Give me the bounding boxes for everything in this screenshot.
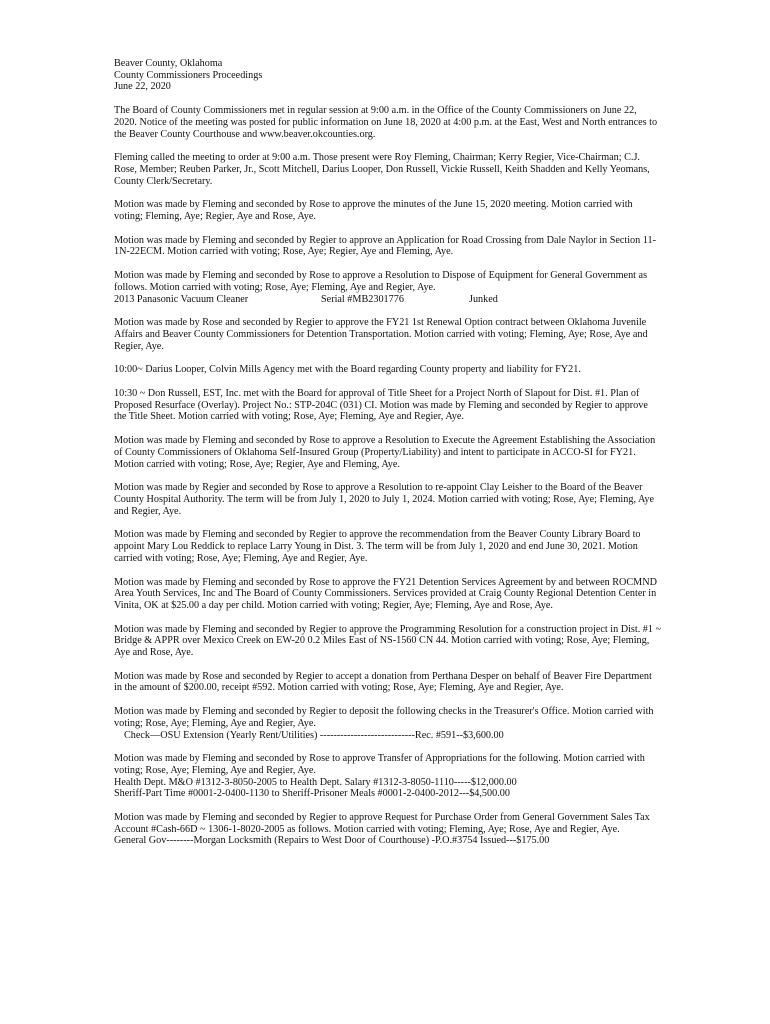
paragraph-acco-agreement: Motion was made by Fleming and seconded by Rose to approve a Resolution to Execute the Agreement Establishing the Association of County Commissioners of Oklahoma Self-Insured Group (Property/Liability) and intent to participate in ACCO-SI for FY21. Motion carried with voting; Rose, Aye; Regier, Aye and Fleming, Aye. xyxy=(114,435,656,470)
paragraph-attendance: Fleming called the meeting to order at 9:00 a.m. Those present were Roy Fleming, Chairman; Kerry Regier, Vice-Chairman; C.J. Rose, Member; Reuben Parker, Jr., Scott Mitchell, Darius Looper, Don Russell, Vickie Russell, Keith Shadden and Kelly Yeomans, County Clerk/Secretary. xyxy=(114,152,650,187)
paragraph-minutes: Motion was made by Fleming and seconded by Rose to approve the minutes of the June 15, 2020 meeting. Motion carried with voting; Fleming, Aye; Regier, Aye and Rose, Aye. xyxy=(114,199,633,223)
equipment-row xyxy=(114,294,662,306)
paragraph-title-sheet: 10:30 ~ Don Russell, EST, Inc. met with the Board for approval of Title Sheet for a Project North of Slapout for Dist. #1. Plan of Proposed Resurface (Overlay). Project No.: STP-204C (031) CI. Motion was made by Fleming and seconded by Regier to approve the Title Sheet. Motion carried with voting; Rose, Aye; Fleming, Aye and Regier, Aye. xyxy=(114,388,648,423)
document-header xyxy=(114,58,662,93)
paragraph-road-crossing: Motion was made by Fleming and seconded by Regier to approve an Application for Road Crossing from Dale Naylor in Section 11-1N-22ECM. Motion carried with voting; Rose, Aye; Regier, Aye and Fleming, Aye. xyxy=(114,234,656,258)
paragraph-renewal-option: Motion was made by Rose and seconded by Regier to approve the FY21 1st Renewal Option contract between Oklahoma Juvenile Affairs and Beaver County Commissioners for Detention Transportation. Motion carried with voting; Fleming, Aye; Rose, Aye and Regier, Aye. xyxy=(114,317,648,352)
paragraph-donation: Motion was made by Rose and seconded by Regier to accept a donation from Perthana Desper on behalf of Beaver Fire Department in the amount of $200.00, receipt #592. Motion carried with voting; Rose, Aye; Fleming, Aye and Regier, Aye. xyxy=(114,670,652,694)
deposit-checks-text: Motion was made by Fleming and seconded by Regier to deposit the following checks in the Treasurer's Office. Motion carried with voting; Rose, Aye; Fleming, Aye and Regier, Aye. xyxy=(114,706,654,729)
paragraph-library-board: Motion was made by Fleming and seconded by Regier to approve the recommendation from the Beaver County Library Board to appoint Mary Lou Reddick to replace Larry Young in Dist. 3. The term will be from July 1, 2020 and end June 30, 2021. Motion carried with voting; Rose, Aye; Fleming, Aye and Regier, Aye. xyxy=(114,529,641,564)
purchase-order-line: General Gov--------Morgan Locksmith (Repairs to West Door of Courthouse) -P.O.#3754 Issued---$175.00 xyxy=(114,835,550,847)
transfer-line-sheriff: Sheriff-Part Time #0001-2-0400-1130 to Sheriff-Prisoner Meals #0001-2-0400-2012---$4,500.00 xyxy=(114,788,510,800)
paragraph-programming-resolution: Motion was made by Fleming and seconded by Regier to approve the Programming Resolution for a construction project in Dist. #1 ~ Bridge & APPR over Mexico Creek on EW-20 0.2 Miles East of NS-1560 CN 44. Motion carried with voting; Rose, Aye; Fleming, Aye and Rose, Aye. xyxy=(114,623,662,659)
equipment-serial: Serial #MB2301776 xyxy=(321,293,404,305)
county-name: Beaver County, Oklahoma xyxy=(114,58,223,69)
document-date: June 22, 2020 xyxy=(114,81,171,93)
document-body xyxy=(114,58,662,859)
paragraph-purchase-order xyxy=(114,812,662,847)
paragraph-dispose-equipment xyxy=(114,270,662,305)
purchase-order-text: Motion was made by Fleming and seconded by Regier to approve Request for Purchase Order from General Government Sales Tax Account #Cash-66D ~ 1306-1-8020-2005 as follows. Motion carried with voting; Fleming, Aye; Rose, Aye and Regier, Aye. xyxy=(114,812,650,835)
paragraph-deposit-checks xyxy=(114,706,662,741)
paragraph-looper-meeting: 10:00~ Darius Looper, Colvin Mills Agency met with the Board regarding County property and liability for FY21. xyxy=(114,364,581,376)
transfer-text: Motion was made by Fleming and seconded by Rose to approve Transfer of Appropriations for the following. Motion carried with voting; Rose, Aye; Fleming, Aye and Regier, Aye. xyxy=(114,753,645,776)
document-title: County Commissioners Proceedings xyxy=(114,69,263,81)
dispose-equipment-text: Motion was made by Fleming and seconded by Rose to approve a Resolution to Dispose of Equipment for General Government as follows. Motion carried with voting; Rose, Aye; Fleming, Aye and Regier, Aye. xyxy=(114,270,648,293)
equipment-status: Junked xyxy=(469,293,498,305)
transfer-line-health: Health Dept. M&O #1312-3-8050-2005 to Health Dept. Salary #1312-3-8050-1110-----$12,000.00 xyxy=(114,776,517,788)
equipment-item: 2013 Panasonic Vacuum Cleaner xyxy=(114,293,249,305)
paragraph-session: The Board of County Commissioners met in regular session at 9:00 a.m. in the Office of the County Commissioners on June 22, 2020. Notice of the meeting was posted for public information on June 18, 2020 at 4:00 p.m. at the East, West and North entrances to the Beaver County Courthouse and www.beaver.okcounties.org. xyxy=(114,105,658,140)
check-line: Check—OSU Extension (Yearly Rent/Utilities) ----------------------------Rec. #591--$3,600.00 xyxy=(124,729,504,741)
paragraph-detention-services: Motion was made by Fleming and seconded by Rose to approve the FY21 Detention Services Agreement by and between ROCMND Area Youth Services, Inc and The Board of County Commissioners. Services provided at Craig County Regional Detention Center in Vinita, OK at $25.00 a day per child. Motion carried with voting; Regier, Aye; Fleming, Aye and Rose, Aye. xyxy=(114,576,657,611)
paragraph-hospital-authority: Motion was made by Regier and seconded by Rose to approve a Resolution to re-appoint Clay Leisher to the Board of the Beaver County Hospital Authority. The term will be from July 1, 2020 to July 1, 2024. Motion carried with voting; Rose, Aye; Fleming, Aye and Regier, Aye. xyxy=(114,482,655,517)
paragraph-transfer-appropriations xyxy=(114,753,662,800)
